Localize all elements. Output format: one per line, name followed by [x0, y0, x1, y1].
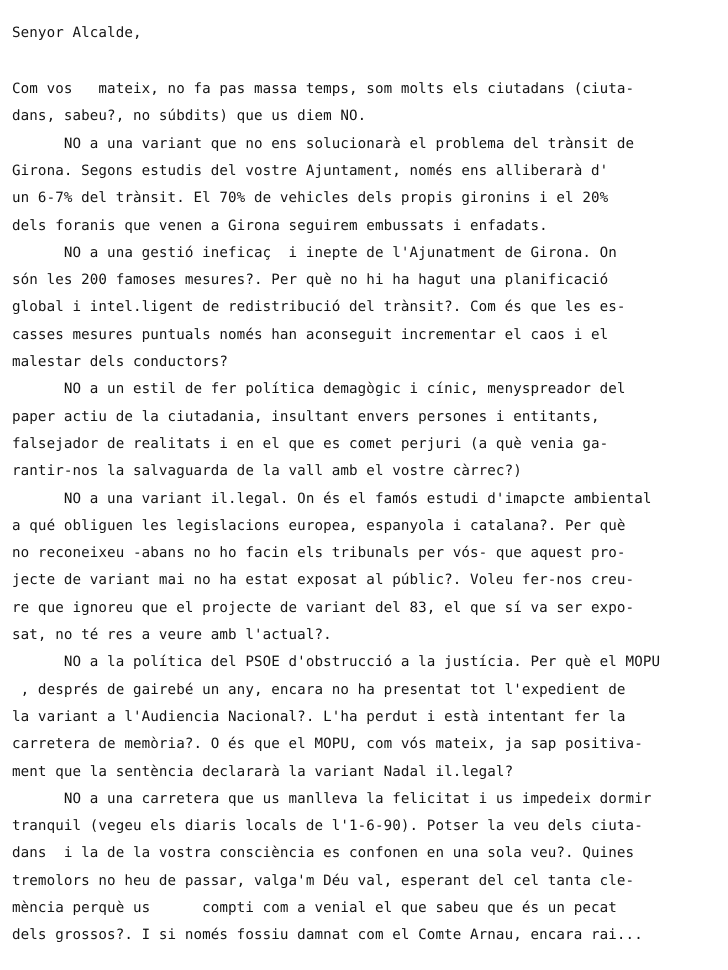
letter-line: global i intel.ligent de redistribució del trànsit?. Com és que les es- [12, 299, 626, 316]
letter-line: la variant a l'Audiencia Nacional?. L'ha perdut i està intentant fer la [12, 708, 626, 725]
letter-line: NO a una gestió ineficaç i inepte de l'Ajunatment de Girona. On [12, 244, 617, 261]
letter-line: malestar dels conductors? [12, 354, 229, 370]
letter-line: ment que la sentència declararà la variant Nadal il.legal? [12, 763, 514, 780]
letter-line: carretera de memòria?. O és que el MOPU, com vós mateix, ja sap positiva- [12, 736, 643, 753]
letter-line: Girona. Segons estudis del vostre Ajuntament, només ens alliberarà d' [12, 162, 609, 179]
letter-line: són les 200 famoses mesures?. Per què no hi ha hagut una planificació [12, 272, 609, 289]
letter-line: no reconeixeu -abans no ho facin els tribunals per vós- que aquest pro- [12, 545, 626, 562]
letter-line: rantir-nos la salvaguarda de la vall amb el vostre càrrec?) [12, 463, 522, 480]
letter-line: NO a un estil de fer política demagògic i cínic, menyspreador del [12, 381, 626, 398]
letter-line: , després de gairebé un any, encara no ha presentat tot l'expedient de [12, 681, 626, 698]
letter-line: NO a una variant il.legal. On és el famós estudi d'imapcte ambiental [12, 490, 652, 507]
letter-line: dels foranis que venen a Girona seguirem embussats i enfadats. [12, 217, 548, 234]
letter-line: tranquil (vegeu els diaris locals de l'1-6-90). Potser la veu dels ciuta- [12, 818, 643, 835]
letter-line: tremolors no heu de passar, valga'm Déu val, esperant del cel tanta cle- [12, 872, 635, 889]
letter-line: NO a una variant que no ens solucionarà el problema del trànsit de [12, 135, 635, 152]
letter-line: NO a la política del PSOE d'obstrucció a la justícia. Per què el MOPU [12, 654, 661, 671]
letter-line: Com vos mateix, no fa pas massa temps, som molts els ciutadans (ciuta- [12, 81, 635, 97]
letter-line: mència perquè us compti com a venial el que sabeu que és un pecat [12, 900, 617, 916]
letter-line: paper actiu de la ciutadania, insultant envers persones i entitants, [12, 408, 600, 425]
letter-line: dans i la de la vostra consciència es confonen en una sola veu?. Quines [12, 845, 635, 862]
letter-line: a qué obliguen les legislacions europea, espanyola i catalana?. Per què [12, 517, 626, 534]
letter-line: dels grossos?. I si només fossiu damnat com el Comte Arnau, encara rai... [12, 927, 643, 944]
letter-line: NO a una carretera que us manlleva la felicitat i us impedeix dormir [12, 790, 652, 807]
letter-line: re que ignoreu que el projecte de variant del 83, el que sí va ser expo- [12, 599, 635, 616]
letter-line: un 6-7% del trànsit. El 70% de vehicles dels propis gironins i el 20% [12, 190, 609, 207]
letter-line: dans, sabeu?, no súbdits) que us diem NO. [12, 108, 367, 125]
salutation: Senyor Alcalde, [12, 25, 142, 41]
letter-line: falsejador de realitats i en el que es comet perjuri (a què venia ga- [12, 435, 609, 452]
letter-line: sat, no té res a veure amb l'actual?. [12, 627, 332, 643]
letter-line: casses mesures puntuals només han aconseguit incrementar el caos i el [12, 326, 609, 343]
letter-line: jecte de variant mai no ha estat exposat al públic?. Voleu fer-nos creu- [12, 572, 635, 589]
